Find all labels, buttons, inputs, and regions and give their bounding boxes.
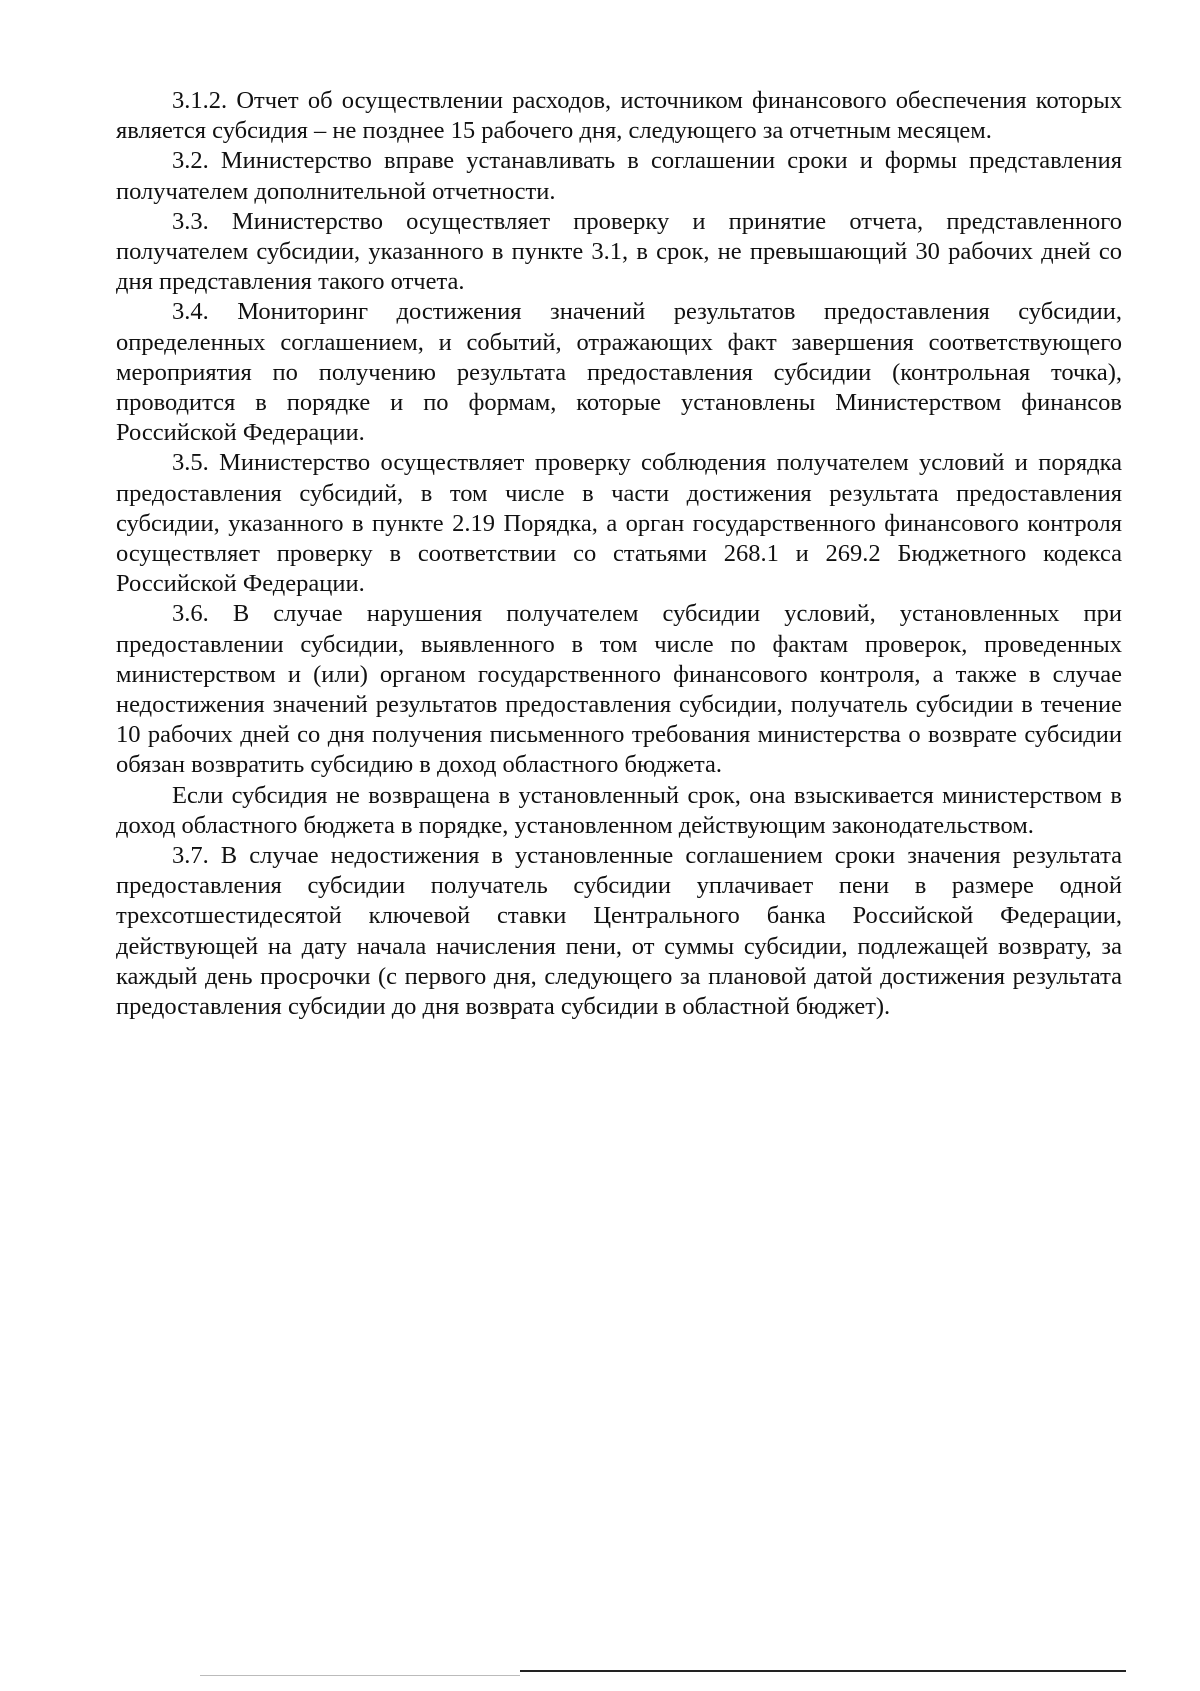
paragraph-3-5: 3.5. Министерство осуществляет проверку соблюдения получателем условий и порядка предоставления субсидий, в том числе в части достижения результата предоставления субсидии, указанного в пункте 2.19 Порядка, а орган государственного финансового контроля осуществляет проверку в соответствии со статьями 268.1 и 269.2 Бюджетного кодекса Российской Федерации. bbox=[116, 449, 1122, 598]
paragraph-3-1-2: 3.1.2. Отчет об осуществлении расходов, источником финансового обеспечения которых является субсидия – не позднее 15 рабочего дня, следующего за отчетным месяцем. bbox=[116, 87, 1122, 145]
document-body bbox=[116, 86, 1122, 1022]
paragraph-3-2: 3.2. Министерство вправе устанавливать в соглашении сроки и формы представления получателем дополнительной отчетности. bbox=[116, 147, 1122, 205]
paragraph-3-6: 3.6. В случае нарушения получателем субсидии условий, установленных при предоставлении субсидии, выявленного в том числе по фактам проверок, проведенных министерством и (или) органом государственного финансового контроля, а также в случае недостижения значений результатов предоставления субсидии, получатель субсидии в течение 10 рабочих дней со дня получения письменного требования министерства о возврате субсидии обязан возвратить субсидию в доход областного бюджета. bbox=[116, 600, 1122, 779]
bottom-rule-line bbox=[520, 1670, 1126, 1672]
paragraph-3-3: 3.3. Министерство осуществляет проверку и принятие отчета, представленного получателем субсидии, указанного в пункте 3.1, в срок, не превышающий 30 рабочих дней со дня представления такого отчета. bbox=[116, 207, 1122, 296]
scan-artifact-line bbox=[200, 1675, 520, 1676]
paragraph-3-7: 3.7. В случае недостижения в установленные соглашением сроки значения результата предоставления субсидии получатель субсидии уплачивает пени в размере одной трехсотшестидесятой ключевой ставки Центрального банка Российской Федерации, действующей на дату начала начисления пени, от суммы субсидии, подлежащей возврату, за каждый день просрочки (с первого дня, следующего за плановой датой достижения результата предоставления субсидии до дня возврата субсидии в областной бюджет). bbox=[116, 842, 1122, 1021]
paragraph-3-6-continuation: Если субсидия не возвращена в установленный срок, она взыскивается министерством в доход областного бюджета в порядке, установленном действующим законодательством. bbox=[116, 781, 1122, 839]
paragraph-3-4: 3.4. Мониторинг достижения значений результатов предоставления субсидии, определенных соглашением, и событий, отражающих факт завершения соответствующего мероприятия по получению результата предоставления субсидии (контрольная точка), проводится в порядке и по формам, которые установлены Министерством финансов Российской Федерации. bbox=[116, 298, 1122, 447]
